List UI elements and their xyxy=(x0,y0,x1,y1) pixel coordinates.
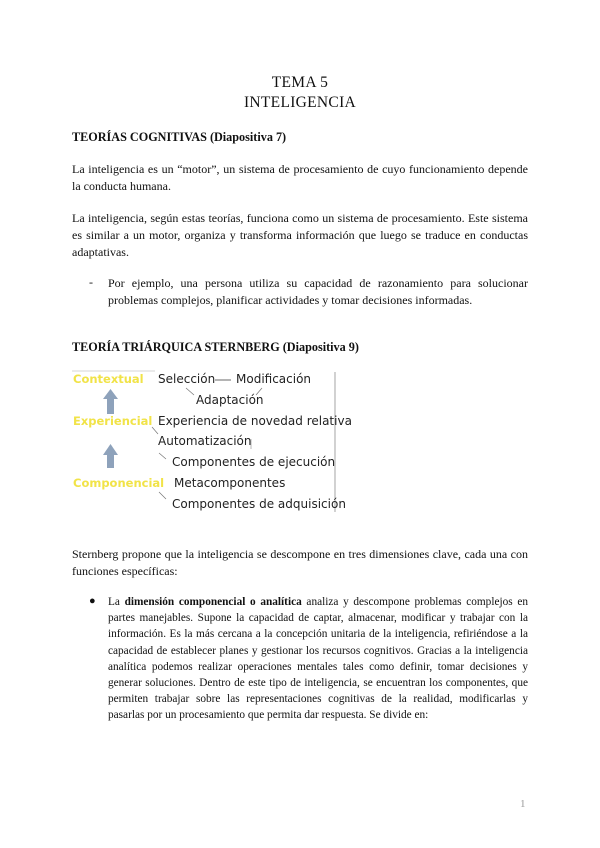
level-componencial: Componencial xyxy=(73,476,165,490)
seleccion-adaptacion-connector xyxy=(186,388,194,395)
label-componentes-ejecucion: Componentes de ejecución xyxy=(172,455,336,469)
section-heading-triarquica: TEORÍA TRIÁRQUICA STERNBERG (Diapositiva 9) xyxy=(72,340,359,354)
arrow-up-icon-2 xyxy=(103,444,118,468)
arrow-up-icon-1 xyxy=(103,389,118,414)
page-number: 1 xyxy=(520,798,526,810)
bullet-example: Por ejemplo, una persona utiliza su capacidad de razonamiento para solucionar problemas complejos, planificar actividades y tomar decisiones informadas. xyxy=(108,276,528,307)
ejecucion-connector xyxy=(159,453,166,459)
label-automatizacion: Automatización xyxy=(158,434,252,448)
label-adaptacion: Adaptación xyxy=(196,393,264,407)
paragraph-3: Sternberg propone que la inteligencia se descompone en tres dimensiones clave, cada una con funciones específicas: xyxy=(72,547,528,578)
title-line-1: TEMA 5 xyxy=(271,74,329,91)
bullet2-rest: analiza y descompone problemas complejos en partes manejables. Supone la capacidad de captar, almacenar, modificar y trabajar con la información. Es la más cercana a la concepción unitaria de la inteligencia, refiriéndose a la capacidad de establecer planes y gestionar los recursos cognitivos. Gracias a la inteligencia analítica podemos realizar operaciones mentales tales como definir, tomar decisiones y generar soluciones. Dentro de este tipo de inteligencia, se encuentran los componentes, que permiten trabajar sobre las representaciones cognitivas de la realidad, modificarlas y pasarlas por un procesamiento que permita dar respuesta. Se divide en: xyxy=(108,596,528,722)
adquisicion-connector xyxy=(159,492,166,499)
experiencia-automatizacion-connector xyxy=(152,427,158,434)
level-experiencial: Experiencial xyxy=(73,414,153,428)
label-seleccion: Selección xyxy=(158,372,216,386)
dash-bullet-marker: - xyxy=(89,275,93,289)
label-experiencia-novedad: Experiencia de novedad relativa xyxy=(158,414,352,428)
paragraph-1: La inteligencia es un “motor”, un sistema de procesamiento de cuyo funcionamiento depende la conducta humana. xyxy=(72,162,528,193)
dot-bullet-marker: ● xyxy=(89,595,96,607)
label-metacomponentes: Metacomponentes xyxy=(174,476,286,490)
paragraph-2: La inteligencia, según estas teorías, funciona como un sistema de procesamiento. Este sistema es similar a un motor, organiza y transforma información que luego se traduce en conductas adaptativas. xyxy=(72,211,528,259)
section-heading-cognitivas: TEORÍAS COGNITIVAS (Diapositiva 7) xyxy=(72,130,287,144)
label-modificacion: Modificación xyxy=(236,372,312,386)
triarchic-diagram xyxy=(0,362,600,522)
label-componentes-adquisicion: Componentes de adquisición xyxy=(172,497,346,511)
title-line-2: INTELIGENCIA xyxy=(243,94,357,111)
level-contextual: Contextual xyxy=(73,372,144,386)
bullet2-pre: La xyxy=(108,596,125,608)
bullet-dimension-componencial xyxy=(108,594,528,724)
bullet2-bold-term: dimensión componencial o analítica xyxy=(124,596,302,608)
